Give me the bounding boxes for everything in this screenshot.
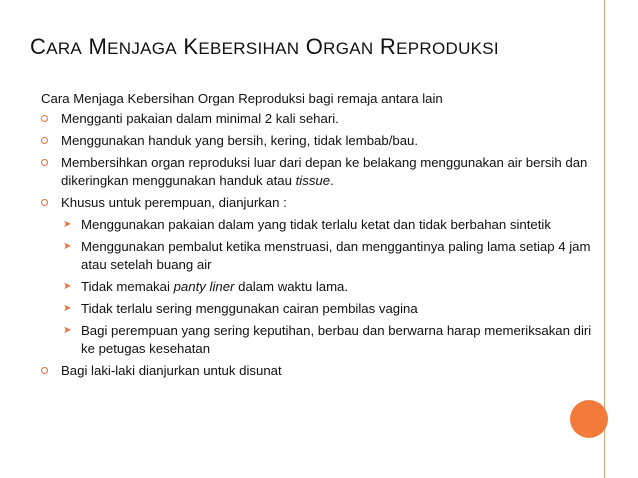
circle-bullet-icon (41, 159, 48, 166)
title-cap: C (30, 34, 47, 59)
title-cap: K (183, 34, 199, 59)
slide-frame-line (604, 0, 605, 478)
decorative-circle (570, 400, 608, 438)
sub-bullet-item (63, 238, 596, 274)
sub-bullet-text: Menggunakan pembalut ketika menstruasi, dan menggantinya paling lama setiap 4 jam atau setelah buang air (81, 239, 591, 272)
title-cap: R (379, 34, 397, 59)
bullet-item (61, 194, 591, 212)
arrow-bullet-icon: ➤ (63, 325, 72, 336)
title-word: EBERSIHAN (198, 39, 300, 58)
sub-bullet-item (63, 322, 596, 358)
sub-bullet-text: Bagi perempuan yang sering keputihan, berbau dan berwarna harap memeriksakan diri ke petugas kesehatan (81, 323, 592, 356)
bullet-text-end: . (330, 173, 334, 188)
sub-bullet-text-end: dalam waktu lama. (234, 279, 349, 294)
sub-bullet-item (63, 300, 596, 318)
arrow-bullet-icon: ➤ (63, 219, 72, 230)
bullet-italic-text: tissue (295, 173, 331, 188)
intro-text: Cara Menjaga Kebersihan Organ Reproduksi bagi remaja antara lain (41, 91, 443, 106)
sub-bullet-text: Tidak memakai (81, 279, 174, 294)
bullet-text: Menggunakan handuk yang bersih, kering, tidak lembab/bau. (61, 133, 419, 148)
title-word: EPRODUKSI (396, 39, 499, 58)
bullet-item (61, 154, 591, 190)
title-word: ARA (46, 39, 83, 58)
slide-title (30, 36, 499, 58)
title-cap: M (88, 34, 108, 59)
bullet-item (61, 132, 591, 150)
circle-bullet-icon (41, 137, 48, 144)
circle-bullet-icon (41, 199, 48, 206)
bullet-text: Membersihkan organ reproduksi luar dari depan ke belakang menggunakan air bersih dan dikeringkan menggunakan handuk atau (61, 155, 588, 188)
title-word: RGAN (323, 39, 374, 58)
arrow-bullet-icon: ➤ (63, 281, 72, 292)
bullet-text: Bagi laki-laki dianjurkan untuk disunat (61, 363, 282, 378)
bullet-item (61, 362, 591, 380)
sub-bullet-text: Tidak terlalu sering menggunakan cairan pembilas vagina (81, 301, 418, 316)
sub-bullet-text: Menggunakan pakaian dalam yang tidak terlalu ketat dan tidak berbahan sintetik (81, 217, 551, 232)
bullet-text: Mengganti pakaian dalam minimal 2 kali sehari. (61, 111, 339, 126)
arrow-bullet-icon: ➤ (63, 303, 72, 314)
bullet-text: Khusus untuk perempuan, dianjurkan : (61, 195, 287, 210)
circle-bullet-icon (41, 367, 48, 374)
circle-bullet-icon (41, 115, 48, 122)
bullet-item (61, 110, 591, 128)
sub-bullet-item (63, 278, 596, 296)
sub-bullet-item (63, 216, 596, 234)
title-cap: O (305, 34, 324, 59)
sub-bullet-italic-text: panty liner (173, 279, 235, 294)
arrow-bullet-icon: ➤ (63, 241, 72, 252)
title-word: ENJAGA (107, 39, 177, 58)
